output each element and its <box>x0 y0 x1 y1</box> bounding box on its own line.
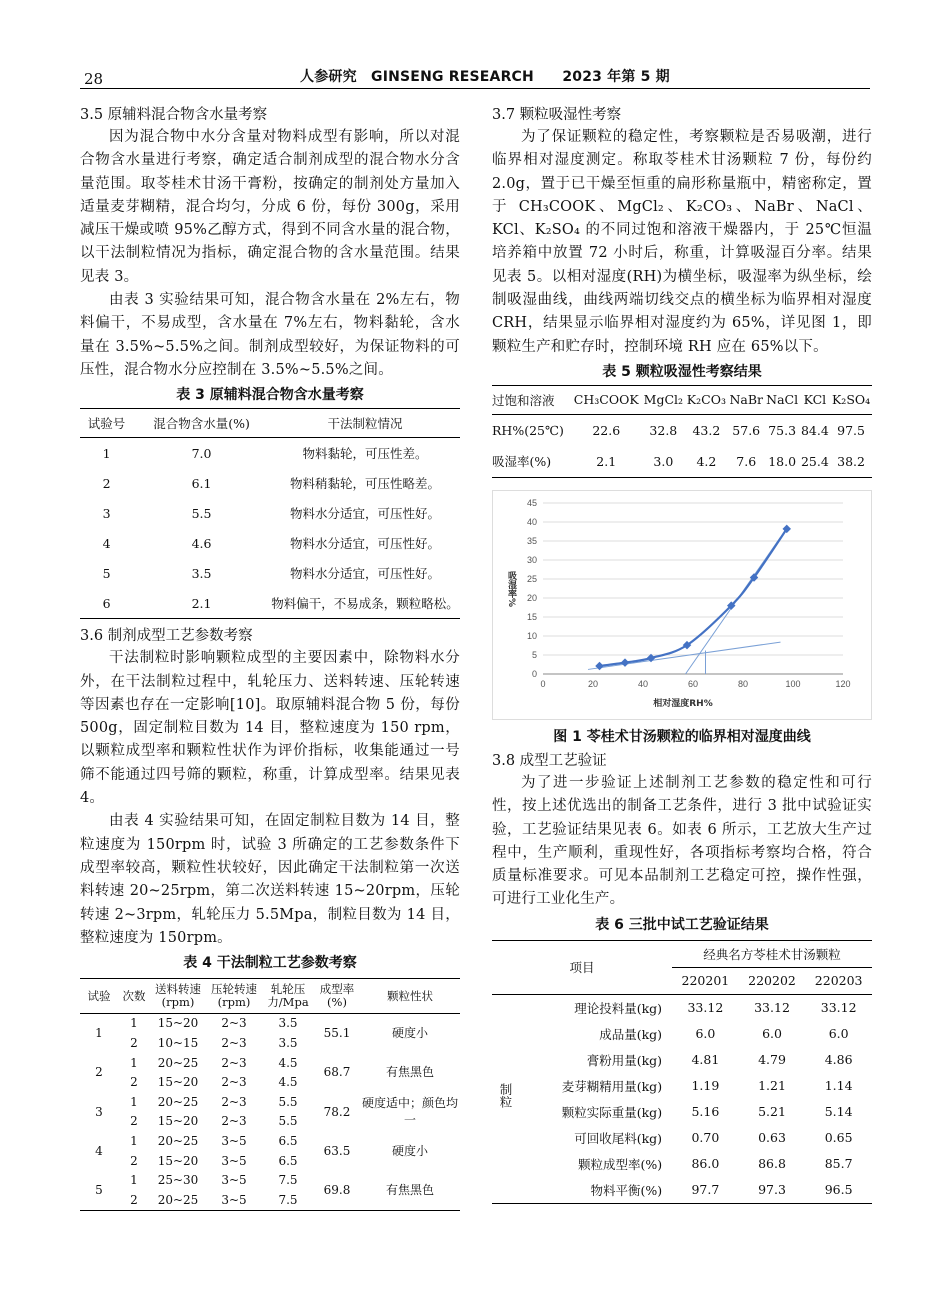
table-4-caption: 表 4 干法制粒工艺参数考察 <box>183 955 357 972</box>
table-cell: 4.5 <box>278 1075 298 1090</box>
table-cell: 2~3 <box>221 1016 247 1031</box>
table-cell: 15~20 <box>157 1016 199 1031</box>
table-cell: 2~3 <box>221 1036 247 1051</box>
table-cell: 20~25 <box>157 1133 199 1148</box>
table-header: NaBr <box>728 385 765 414</box>
table-cell: 1.14 <box>824 1078 853 1094</box>
section-3-6-para-1: 干法制粒时影响颗粒成型的主要因素中，除物料水分外，在干法制粒过程中，轧轮压力、送料转速、压轮转速等因素也存在一定影响[10]。取原辅料混合物 5 份，每份 500g，固定制粒目数为 14 目，整粒速度为 150 rpm，以颗粒成型率和颗粒性状作为评价指标，收集能通过一号筛不能通过四号筛的颗粒，称重，计算成型率。结果见表 4。 <box>80 650 460 807</box>
table-cell: 86.8 <box>758 1156 786 1172</box>
table-header: 经典名方苓桂术甘汤颗粒 <box>672 940 872 967</box>
table-row <box>80 558 460 588</box>
figure-1-caption: 图 1 苓桂术甘汤颗粒的临界相对湿度曲线 <box>553 728 811 745</box>
table-6-caption: 表 6 三批中试工艺验证结果 <box>595 916 769 933</box>
table-cell: 7.5 <box>278 1192 298 1207</box>
table-cell: 5.16 <box>691 1104 720 1120</box>
table-header: 送料转速(rpm) <box>150 979 206 1014</box>
section-3-8-title: 3.8 成型工艺验证 <box>492 752 607 769</box>
table-cell <box>492 994 518 1203</box>
table-cell: 78.2 <box>323 1104 351 1119</box>
table-cell: 6.5 <box>278 1133 298 1148</box>
table-cell: 25.4 <box>800 453 829 469</box>
table-header: MgCl₂ <box>642 385 685 414</box>
table-cell: 7.6 <box>736 453 757 469</box>
table-cell: 颗粒成型率(%) <box>577 1156 663 1172</box>
table-cell: 硬度小 <box>391 1026 428 1041</box>
table-row <box>492 1073 872 1099</box>
table-cell: 2.1 <box>191 595 212 611</box>
table-cell: 5.14 <box>824 1104 853 1120</box>
table-cell: 10~15 <box>157 1036 199 1051</box>
table-cell: 颗粒实际重量(kg) <box>561 1104 663 1120</box>
table-cell: 6.1 <box>191 475 212 491</box>
table-row <box>80 528 460 558</box>
table-cell: 18.0 <box>768 453 797 469</box>
table-cell: 4.5 <box>278 1055 298 1070</box>
table-row <box>80 1053 460 1073</box>
y-axis-label: 吸湿率% <box>506 570 516 607</box>
table-header: NaCl <box>765 385 800 414</box>
table-cell: 4 <box>95 1143 103 1158</box>
table-cell: 69.8 <box>323 1182 351 1197</box>
y-tick-label: 25 <box>526 573 537 584</box>
table-cell: 22.6 <box>592 422 621 438</box>
table-cell: 有焦黑色 <box>385 1065 434 1080</box>
table-cell: 有焦黑色 <box>385 1182 434 1197</box>
table-header: 220203 <box>805 967 872 994</box>
table-header: CH₃COOK <box>571 385 642 414</box>
left-column <box>80 104 460 1211</box>
table-5 <box>492 385 872 478</box>
figure-1 <box>492 490 872 720</box>
table-cell: 1 <box>130 1173 138 1188</box>
table-cell: 硬度小 <box>391 1143 428 1158</box>
y-tick-label: 15 <box>526 611 537 622</box>
table-cell: 物料稍黏轮，可压性略差。 <box>289 476 440 492</box>
table-cell: 7.0 <box>191 445 212 461</box>
table-cell: 38.2 <box>837 453 865 469</box>
table-row <box>80 498 460 528</box>
table-cell: 97.7 <box>691 1182 720 1198</box>
y-tick-label: 45 <box>526 497 537 508</box>
table-cell: 物料水分适宜，可压性好。 <box>289 536 440 552</box>
table-cell: 物料水分适宜，可压性好。 <box>289 566 440 582</box>
y-tick-label: 35 <box>526 535 537 546</box>
table-header: 过饱和溶液 <box>492 385 571 414</box>
table-cell: 1 <box>130 1094 138 1109</box>
table-cell: 97.3 <box>758 1182 786 1198</box>
y-tick-label: 0 <box>531 668 537 679</box>
x-tick-label: 80 <box>737 678 749 689</box>
table-cell: 4.6 <box>191 535 212 551</box>
y-tick-label: 40 <box>526 516 537 527</box>
table-cell: 33.12 <box>687 1000 724 1016</box>
table-row <box>492 1021 872 1047</box>
table-cell: 3 <box>102 505 111 521</box>
table-cell: 15~20 <box>157 1075 199 1090</box>
table-cell: 1 <box>130 1016 138 1031</box>
table-cell: 20~25 <box>157 1055 199 1070</box>
table-cell: RH%(25℃) <box>492 422 564 438</box>
table-cell: 2 <box>95 1065 103 1080</box>
side-label: 制粒 <box>498 1082 513 1108</box>
table-cell: 6.0 <box>695 1026 716 1042</box>
table-cell: 2~3 <box>221 1114 247 1129</box>
table-row <box>492 1099 872 1125</box>
table-cell: 3.0 <box>653 453 674 469</box>
table-cell: 可回收尾料(kg) <box>574 1130 663 1146</box>
table-row <box>492 994 872 1021</box>
table-row <box>492 446 872 478</box>
table-cell: 25~30 <box>157 1173 199 1188</box>
table-header: 轧轮压力/Mpa <box>262 979 314 1014</box>
table-cell: 麦芽糊精用量(kg) <box>561 1078 663 1094</box>
table-cell: 1.19 <box>691 1078 720 1094</box>
table-cell: 成品量(kg) <box>599 1026 663 1042</box>
x-axis-label: 相对湿度RH% <box>653 698 713 709</box>
x-tick-label: 60 <box>687 678 699 689</box>
table-cell: 6 <box>102 595 111 611</box>
table-cell: 96.5 <box>824 1182 853 1198</box>
y-tick-label: 5 <box>531 649 537 660</box>
table-header: 220201 <box>672 967 739 994</box>
table-cell: 3~5 <box>221 1153 247 1168</box>
table-header: 试验号 <box>80 409 133 438</box>
table-cell: 2 <box>130 1153 138 1168</box>
table-3-caption: 表 3 原辅料混合物含水量考察 <box>176 387 364 404</box>
table-cell: 5.5 <box>278 1114 298 1129</box>
table-cell: 0.65 <box>824 1130 853 1146</box>
y-tick-label: 30 <box>526 554 537 565</box>
table-cell: 5.5 <box>191 505 212 521</box>
table-cell: 33.12 <box>754 1000 790 1016</box>
page-number: 28 <box>84 70 104 88</box>
journal-header: 人参研究 GINSENG RESEARCH 2023 年第 5 期 <box>300 69 670 85</box>
table-cell: 2~3 <box>221 1055 247 1070</box>
table-cell: 20~25 <box>157 1094 199 1109</box>
table-cell: 物料偏干，不易成条，颗粒略松。 <box>271 596 459 612</box>
table-header: 次数 <box>118 979 150 1014</box>
x-tick-label: 0 <box>540 678 546 689</box>
table-cell: 硬度适中；颜色均一 <box>361 1096 458 1128</box>
table-row <box>80 1014 460 1034</box>
table-cell: 0.63 <box>758 1130 786 1146</box>
table-cell: 理论投料量(kg) <box>574 1000 663 1016</box>
table-cell: 3~5 <box>221 1192 247 1207</box>
table-cell: 2 <box>130 1114 138 1129</box>
table-cell: 3.5 <box>278 1016 298 1031</box>
section-3-6-title: 3.6 制剂成型工艺参数考察 <box>80 628 253 645</box>
table-header: 混合物含水量(%) <box>133 409 270 438</box>
table-cell: 55.1 <box>323 1026 351 1041</box>
table-cell: 1 <box>130 1055 138 1070</box>
table-cell: 97.5 <box>837 422 865 438</box>
table-cell: 1 <box>102 445 111 461</box>
table-header: 项目 <box>492 940 672 994</box>
x-tick-label: 100 <box>785 678 801 689</box>
table-cell: 物料水分适宜，可压性好。 <box>289 506 440 522</box>
table-cell: 5.21 <box>758 1104 786 1120</box>
table-cell: 3~5 <box>221 1133 247 1148</box>
table-cell: 物料黏轮，可压性差。 <box>302 446 428 462</box>
table-cell: 20~25 <box>157 1192 199 1207</box>
right-column <box>492 104 872 1204</box>
table-cell: 43.2 <box>692 422 721 438</box>
table-cell: 63.5 <box>323 1143 351 1158</box>
table-cell: 4.86 <box>824 1052 853 1068</box>
table-cell: 4.2 <box>696 453 717 469</box>
table-header: 干法制粒情况 <box>270 409 460 438</box>
table-row <box>492 1125 872 1151</box>
y-tick-label: 10 <box>526 630 537 641</box>
table-cell: 7.5 <box>278 1173 298 1188</box>
table-cell: 2~3 <box>221 1094 247 1109</box>
humidity-chart <box>493 491 871 719</box>
table-header: KCl <box>800 385 831 414</box>
table-cell: 6.0 <box>828 1026 849 1042</box>
section-3-5-title: 3.5 原辅料混合物含水量考察 <box>80 107 268 123</box>
table-cell: 3.5 <box>278 1036 298 1051</box>
table-cell: 0.70 <box>691 1130 720 1146</box>
data-point <box>621 658 629 666</box>
data-point <box>595 662 603 670</box>
section-3-5-para-2: 由表 3 实验结果可知，混合物含水量在 2%左右，物料偏干，不易成型，含水量在 7%左右，物料黏轮，含水量在 3.5%~5.5%之间。制剂成型较好，为保证物料的可压性，混合物水分应控制在 3.5%~5.5%之间。 <box>80 292 460 378</box>
table-5-caption: 表 5 颗粒吸湿性考察结果 <box>602 363 762 380</box>
table-cell: 6.0 <box>762 1026 782 1042</box>
table-cell: 57.6 <box>732 422 761 438</box>
table-cell: 物料平衡(%) <box>590 1182 663 1198</box>
table-cell: 15~20 <box>157 1153 199 1168</box>
table-header: 220202 <box>739 967 806 994</box>
table-cell: 4.79 <box>758 1052 786 1068</box>
table-cell: 1.21 <box>758 1078 786 1094</box>
table-row <box>80 1132 460 1152</box>
table-cell: 33.12 <box>820 1000 857 1016</box>
table-cell: 75.3 <box>768 422 797 438</box>
table-row <box>80 468 460 498</box>
table-cell: 4.81 <box>691 1052 720 1068</box>
table-cell: 6.5 <box>278 1153 298 1168</box>
table-cell: 5.5 <box>278 1094 298 1109</box>
table-cell: 3 <box>95 1104 103 1119</box>
table-header: 压轮转速(rpm) <box>206 979 262 1014</box>
table-cell: 2 <box>130 1036 138 1051</box>
table-row <box>492 414 872 446</box>
y-tick-label: 20 <box>526 592 537 603</box>
table-row <box>80 588 460 619</box>
table-cell: 84.4 <box>800 422 829 438</box>
table-header: 成型率(%) <box>314 979 360 1014</box>
table-header: K₂CO₃ <box>685 385 728 414</box>
section-3-7-para-1: 为了保证颗粒的稳定性，考察颗粒是否易吸潮，进行临界相对湿度测定。称取苓桂术甘汤颗粒 7 份，每份约 2.0g，置于已干燥至恒重的扁形称量瓶中，精密称定，置于 CH₃COOK、MgCl₂、K₂CO₃、NaBr、NaCl、KCl、K₂SO₄ 的不同过饱和溶液干燥器内，于 25℃恒温培养箱中放置 72 小时后，称重，计算吸湿百分率。结果见表 5。以相对湿度(RH)为横坐标，吸湿率为纵坐标，绘制吸湿曲线，曲线两端切线交点的横坐标为临界相对湿度 CRH，结果显示临界相对湿度约为 65%，详见图 1，即颗粒生产和贮存时，控制环境 RH 应在 65%以下。 <box>492 129 872 355</box>
x-tick-label: 40 <box>637 678 649 689</box>
table-cell: 5 <box>102 565 111 581</box>
table-cell: 15~20 <box>157 1114 199 1129</box>
table-header: 颗粒性状 <box>360 979 460 1014</box>
table-4 <box>80 978 460 1211</box>
table-cell: 2 <box>102 475 111 491</box>
table-cell: 1 <box>130 1133 138 1148</box>
table-6 <box>492 940 872 1204</box>
table-cell: 4 <box>102 535 111 551</box>
section-3-6-para-2: 由表 4 实验结果可知，在固定制粒目数为 14 目，整粒速度为 150rpm 时，试验 3 所确定的工艺参数条件下成型率较高，颗粒性状较好，因此确定干法制粒第一次送料转速 20~25rpm，第二次送料转速 15~20rpm，压轮转速 2~3rpm，轧轮压力 5.5Mpa，制粒目数为 14 目，整粒速度为 150rpm。 <box>80 813 460 946</box>
table-cell: 5 <box>95 1182 103 1197</box>
table-cell: 3~5 <box>221 1173 247 1188</box>
table-header: 试验 <box>80 979 118 1014</box>
table-cell: 2 <box>130 1075 138 1090</box>
table-header: K₂SO₄ <box>830 385 872 414</box>
header-rule <box>80 88 870 89</box>
table-cell: 2~3 <box>221 1075 247 1090</box>
table-cell: 膏粉用量(kg) <box>586 1052 663 1068</box>
table-row <box>80 1171 460 1191</box>
table-3 <box>80 408 460 619</box>
x-tick-label: 120 <box>835 678 851 689</box>
table-cell: 85.7 <box>824 1156 853 1172</box>
table-cell: 32.8 <box>649 422 678 438</box>
section-3-8-para-1: 为了进一步验证上述制剂工艺参数的稳定性和可行性，按上述优选出的制备工艺条件，进行 3 批中试验证实验，工艺验证结果见表 6。如表 6 所示，工艺放大生产过程中，生产顺利，重现性好，各项指标考察均合格，符合质量标准要求。可见本品制剂工艺稳定可控，操作性强，可进行工业化生产。 <box>492 774 872 908</box>
table-cell: 2 <box>130 1192 138 1207</box>
table-cell: 1 <box>95 1026 103 1041</box>
section-3-5-para-1: 因为混合物中水分含量对物料成型有影响，所以对混合物含水量进行考察，确定适合制剂成型的混合物水分含量范围。取苓桂术甘汤干膏粉，按确定的制剂处方量加入适量麦芽糊精，混合均匀，分成 6 份，每份 300g，采用减压干燥或喷 95%乙醇方式，得到不同含水量的混合物，以干法制粒情况为指标，确定混合物的含水量范围。结果见表 3。 <box>80 129 460 285</box>
table-row <box>80 438 460 469</box>
table-cell: 吸湿率(%) <box>492 454 552 470</box>
section-3-7-title: 3.7 颗粒吸湿性考察 <box>492 107 622 123</box>
table-row <box>492 1151 872 1177</box>
x-tick-label: 20 <box>587 678 599 689</box>
table-cell: 86.0 <box>691 1156 720 1172</box>
table-row <box>492 1177 872 1204</box>
table-cell: 2.1 <box>596 453 617 469</box>
table-cell: 68.7 <box>323 1065 351 1080</box>
table-row <box>492 1047 872 1073</box>
table-cell: 3.5 <box>191 565 212 581</box>
table-row <box>80 1093 460 1113</box>
